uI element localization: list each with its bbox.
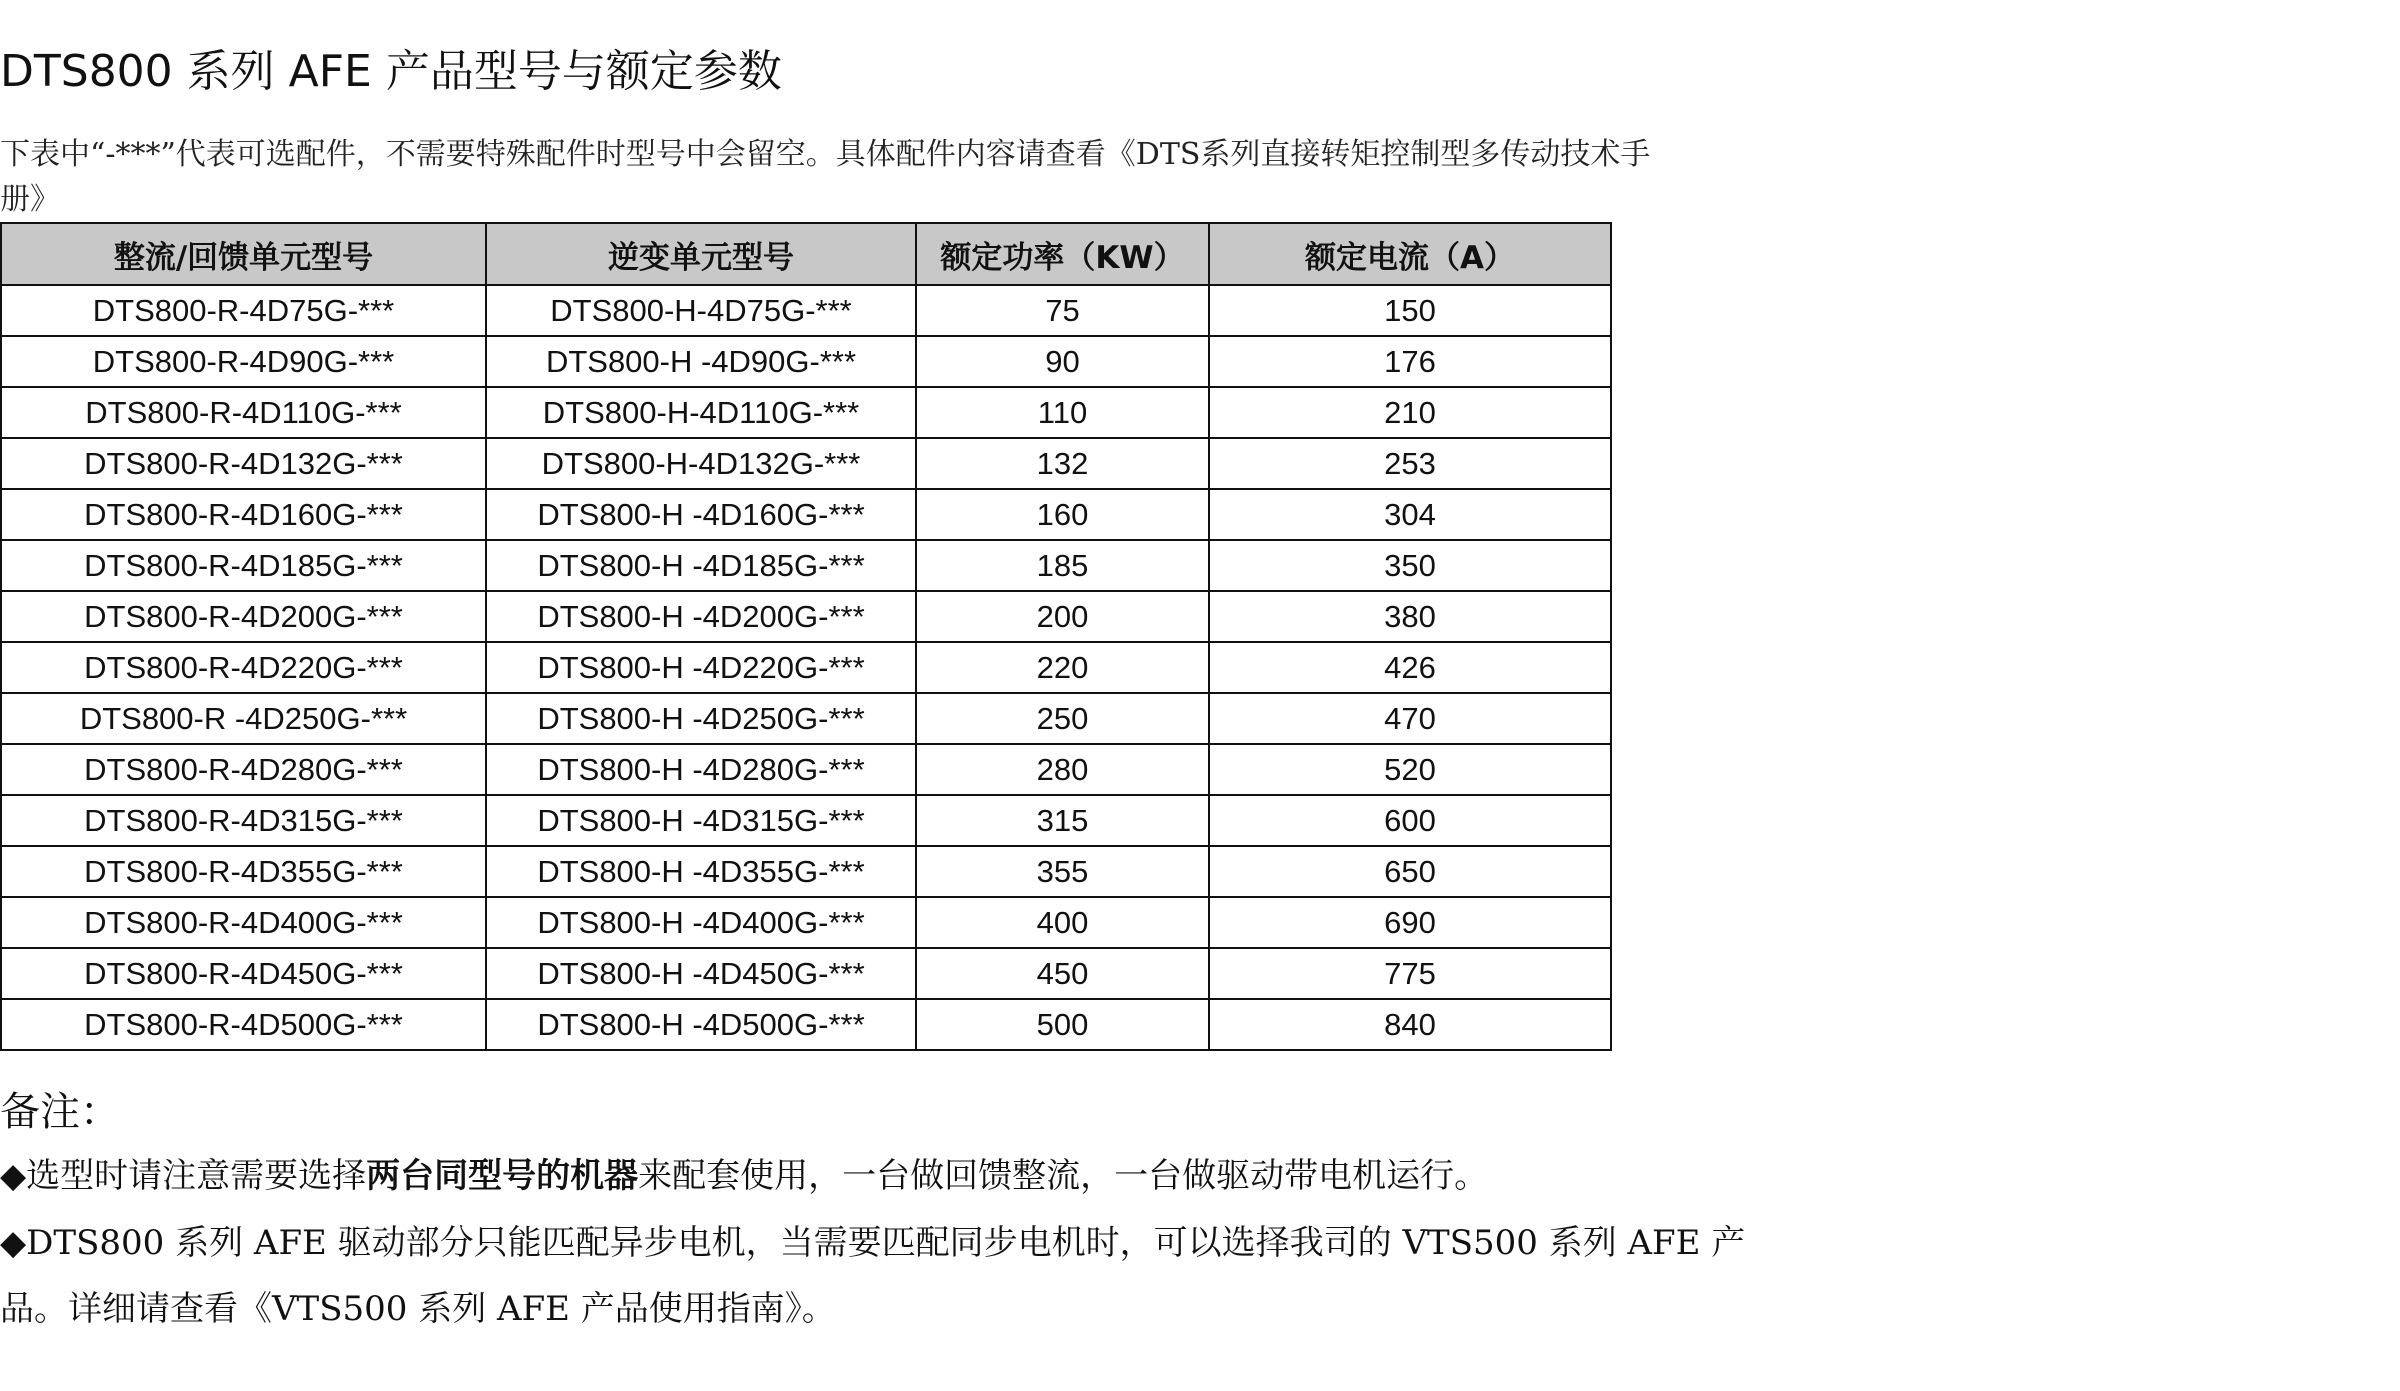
cell-rectifier-model: DTS800-R-4D500G-*** bbox=[1, 999, 486, 1050]
table-row bbox=[1, 744, 1611, 795]
cell-rectifier-model: DTS800-R-4D160G-*** bbox=[1, 489, 486, 540]
cell-rated-current: 775 bbox=[1209, 948, 1611, 999]
table-row bbox=[1, 540, 1611, 591]
intro-paragraph: 下表中“-***”代表可选配件，不需要特殊配件时型号中会留空。具体配件内容请查看《DTS系列直接转矩控制型多传动技术手册》 bbox=[0, 137, 1651, 217]
cell-rectifier-model: DTS800-R-4D220G-*** bbox=[1, 642, 486, 693]
cell-inverter-model: DTS800-H -4D355G-*** bbox=[486, 846, 916, 897]
cell-rated-current: 380 bbox=[1209, 591, 1611, 642]
cell-rated-power: 160 bbox=[916, 489, 1209, 540]
table-row bbox=[1, 642, 1611, 693]
cell-rectifier-model: DTS800-R-4D400G-*** bbox=[1, 897, 486, 948]
table-row bbox=[1, 438, 1611, 489]
cell-rated-current: 350 bbox=[1209, 540, 1611, 591]
notes-heading: 备注： bbox=[0, 1089, 120, 1135]
cell-rectifier-model: DTS800-R-4D280G-*** bbox=[1, 744, 486, 795]
cell-rectifier-model: DTS800-R-4D200G-*** bbox=[1, 591, 486, 642]
cell-rated-power: 450 bbox=[916, 948, 1209, 999]
document-title: DTS800 系列 AFE 产品型号与额定参数 bbox=[0, 46, 782, 97]
cell-inverter-model: DTS800-H -4D200G-*** bbox=[486, 591, 916, 642]
header-rated-current: 额定电流（A） bbox=[1209, 223, 1611, 285]
table-row bbox=[1, 336, 1611, 387]
table-row bbox=[1, 999, 1611, 1050]
table-row bbox=[1, 285, 1611, 336]
table-row bbox=[1, 591, 1611, 642]
cell-rated-power: 500 bbox=[916, 999, 1209, 1050]
spec-table bbox=[0, 222, 1612, 1051]
table-row bbox=[1, 795, 1611, 846]
table-row bbox=[1, 948, 1611, 999]
cell-inverter-model: DTS800-H -4D185G-*** bbox=[486, 540, 916, 591]
note-1-prefix: ◆选型时请注意需要选择 bbox=[0, 1156, 367, 1196]
note-item-2: ◆DTS800 系列 AFE 驱动部分只能匹配异步电机，当需要匹配同步电机时，可以选择我司的 VTS500 系列 AFE 产品。详细请查看《VTS500 系列 AFE 产品使用指南》。 bbox=[0, 1223, 1746, 1329]
cell-inverter-model: DTS800-H -4D315G-*** bbox=[486, 795, 916, 846]
note-item-1 bbox=[0, 1143, 1780, 1209]
cell-inverter-model: DTS800-H -4D90G-*** bbox=[486, 336, 916, 387]
cell-rated-current: 426 bbox=[1209, 642, 1611, 693]
table-row bbox=[1, 897, 1611, 948]
cell-inverter-model: DTS800-H -4D280G-*** bbox=[486, 744, 916, 795]
cell-inverter-model: DTS800-H-4D75G-*** bbox=[486, 285, 916, 336]
cell-rated-current: 150 bbox=[1209, 285, 1611, 336]
cell-rated-power: 90 bbox=[916, 336, 1209, 387]
cell-inverter-model: DTS800-H -4D450G-*** bbox=[486, 948, 916, 999]
table-row bbox=[1, 846, 1611, 897]
cell-rectifier-model: DTS800-R -4D250G-*** bbox=[1, 693, 486, 744]
cell-rated-power: 280 bbox=[916, 744, 1209, 795]
cell-rectifier-model: DTS800-R-4D90G-*** bbox=[1, 336, 486, 387]
cell-rated-power: 220 bbox=[916, 642, 1209, 693]
cell-rated-current: 470 bbox=[1209, 693, 1611, 744]
cell-rated-power: 355 bbox=[916, 846, 1209, 897]
cell-rated-current: 650 bbox=[1209, 846, 1611, 897]
cell-rated-power: 250 bbox=[916, 693, 1209, 744]
header-rated-power: 额定功率（KW） bbox=[916, 223, 1209, 285]
cell-rated-current: 210 bbox=[1209, 387, 1611, 438]
cell-rated-power: 185 bbox=[916, 540, 1209, 591]
cell-rated-current: 840 bbox=[1209, 999, 1611, 1050]
cell-rectifier-model: DTS800-R-4D450G-*** bbox=[1, 948, 486, 999]
cell-rated-power: 315 bbox=[916, 795, 1209, 846]
cell-inverter-model: DTS800-H-4D132G-*** bbox=[486, 438, 916, 489]
header-inverter-model: 逆变单元型号 bbox=[486, 223, 916, 285]
cell-rated-current: 253 bbox=[1209, 438, 1611, 489]
cell-inverter-model: DTS800-H -4D400G-*** bbox=[486, 897, 916, 948]
table-body bbox=[1, 285, 1611, 1050]
cell-rated-power: 75 bbox=[916, 285, 1209, 336]
cell-inverter-model: DTS800-H -4D220G-*** bbox=[486, 642, 916, 693]
cell-rectifier-model: DTS800-R-4D355G-*** bbox=[1, 846, 486, 897]
table-header-row bbox=[1, 223, 1611, 285]
cell-inverter-model: DTS800-H -4D500G-*** bbox=[486, 999, 916, 1050]
cell-rated-current: 520 bbox=[1209, 744, 1611, 795]
cell-rated-power: 132 bbox=[916, 438, 1209, 489]
cell-rectifier-model: DTS800-R-4D185G-*** bbox=[1, 540, 486, 591]
cell-rectifier-model: DTS800-R-4D315G-*** bbox=[1, 795, 486, 846]
cell-rated-power: 200 bbox=[916, 591, 1209, 642]
cell-rated-current: 304 bbox=[1209, 489, 1611, 540]
cell-rated-current: 600 bbox=[1209, 795, 1611, 846]
header-rectifier-model: 整流/回馈单元型号 bbox=[1, 223, 486, 285]
cell-rectifier-model: DTS800-R-4D132G-*** bbox=[1, 438, 486, 489]
cell-inverter-model: DTS800-H -4D160G-*** bbox=[486, 489, 916, 540]
cell-inverter-model: DTS800-H -4D250G-*** bbox=[486, 693, 916, 744]
cell-rated-current: 690 bbox=[1209, 897, 1611, 948]
cell-rated-current: 176 bbox=[1209, 336, 1611, 387]
note-1-emphasis: 两台同型号的机器 bbox=[366, 1156, 639, 1196]
table-row bbox=[1, 489, 1611, 540]
cell-rated-power: 400 bbox=[916, 897, 1209, 948]
cell-rated-power: 110 bbox=[916, 387, 1209, 438]
table-row bbox=[1, 387, 1611, 438]
note-1-suffix: 来配套使用，一台做回馈整流，一台做驱动带电机运行。 bbox=[638, 1156, 1489, 1196]
cell-rectifier-model: DTS800-R-4D75G-*** bbox=[1, 285, 486, 336]
cell-inverter-model: DTS800-H-4D110G-*** bbox=[486, 387, 916, 438]
cell-rectifier-model: DTS800-R-4D110G-*** bbox=[1, 387, 486, 438]
table-row bbox=[1, 693, 1611, 744]
